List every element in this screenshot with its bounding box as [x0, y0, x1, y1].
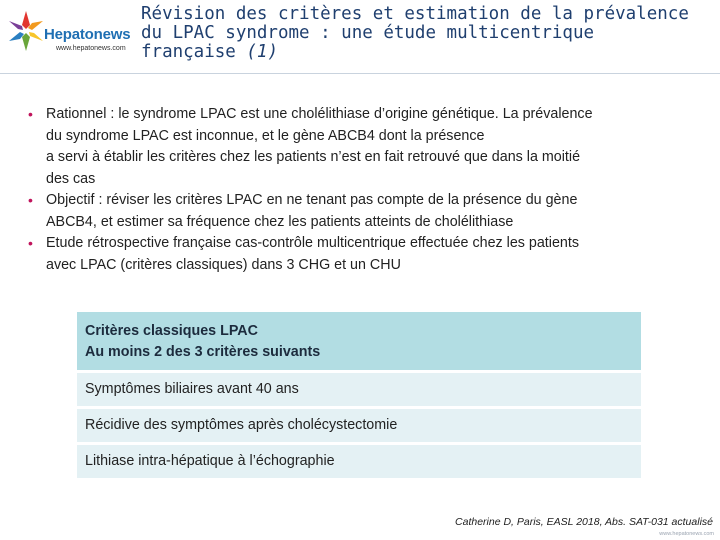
criteria-table: [77, 312, 641, 478]
bullet-item-etude: [28, 233, 708, 276]
criteria-table-header: [77, 312, 641, 370]
bullet-line: a servi à établir les critères chez les patients n’est en fait retrouvé que dans la moitié: [46, 149, 581, 165]
title-line-2: du LPAC syndrome : une étude multicentrique: [141, 23, 595, 43]
logo-url: www.hepatonews.com: [56, 45, 126, 52]
bullet-item-objectif: [28, 190, 708, 233]
criteria-header-title: Critères classiques LPAC: [85, 323, 258, 339]
bullet-text: [46, 233, 708, 276]
bullet-line: Objectif : réviser les critères LPAC en ne tenant pas compte de la présence du gène: [46, 192, 578, 208]
bullet-list: [28, 104, 708, 276]
title-line-3: [141, 43, 711, 62]
bullet-dot-icon: •: [28, 235, 33, 251]
logo-wordmark-part1: Hepato: [44, 26, 94, 43]
criteria-header-subtitle: Au moins 2 des 3 critères suivants: [85, 344, 321, 360]
bullet-line: Rationnel : le syndrome LPAC est une cholélithiase d’origine génétique. La prévalence: [46, 106, 593, 122]
bullet-item-rationnel: [28, 104, 708, 190]
title-line-1: Révision des critères et estimation de la prévalence: [141, 4, 689, 24]
title-reference: (1): [246, 42, 278, 62]
hepatonews-logo: [6, 8, 134, 68]
hepatonews-star-icon: [6, 8, 46, 54]
bullet-line: des cas: [46, 170, 96, 187]
bullet-line: ABCB4, et estimer sa fréquence chez les patients atteints de cholélithiase: [46, 213, 514, 230]
criteria-row: Lithiase intra-hépatique à l’échographie: [77, 445, 641, 478]
bullet-line: du syndrome LPAC est inconnue, et le gène ABCB4 dont la présence: [46, 127, 485, 144]
bullet-text: [46, 104, 708, 190]
bullet-dot-icon: •: [28, 192, 33, 208]
title-line-3-text: française: [141, 42, 236, 62]
citation: Catherine D, Paris, EASL 2018, Abs. SAT-031 actualisé: [455, 516, 713, 528]
title-divider: [0, 73, 720, 74]
bullet-line: Etude rétrospective française cas-contrôle multicentrique effectuée chez les patients: [46, 235, 579, 251]
criteria-row: Récidive des symptômes après cholécystectomie: [77, 409, 641, 442]
logo-wordmark: [44, 26, 130, 43]
bullet-text: [46, 190, 708, 233]
slide-title: [141, 5, 711, 62]
bullet-line: avec LPAC (critères classiques) dans 3 CHG et un CHU: [46, 256, 401, 273]
logo-wordmark-part2: news: [93, 26, 131, 43]
criteria-row: Symptômes biliaires avant 40 ans: [77, 373, 641, 406]
bullet-dot-icon: •: [28, 106, 33, 122]
footer-url: www.hepatonews.com: [659, 531, 714, 537]
